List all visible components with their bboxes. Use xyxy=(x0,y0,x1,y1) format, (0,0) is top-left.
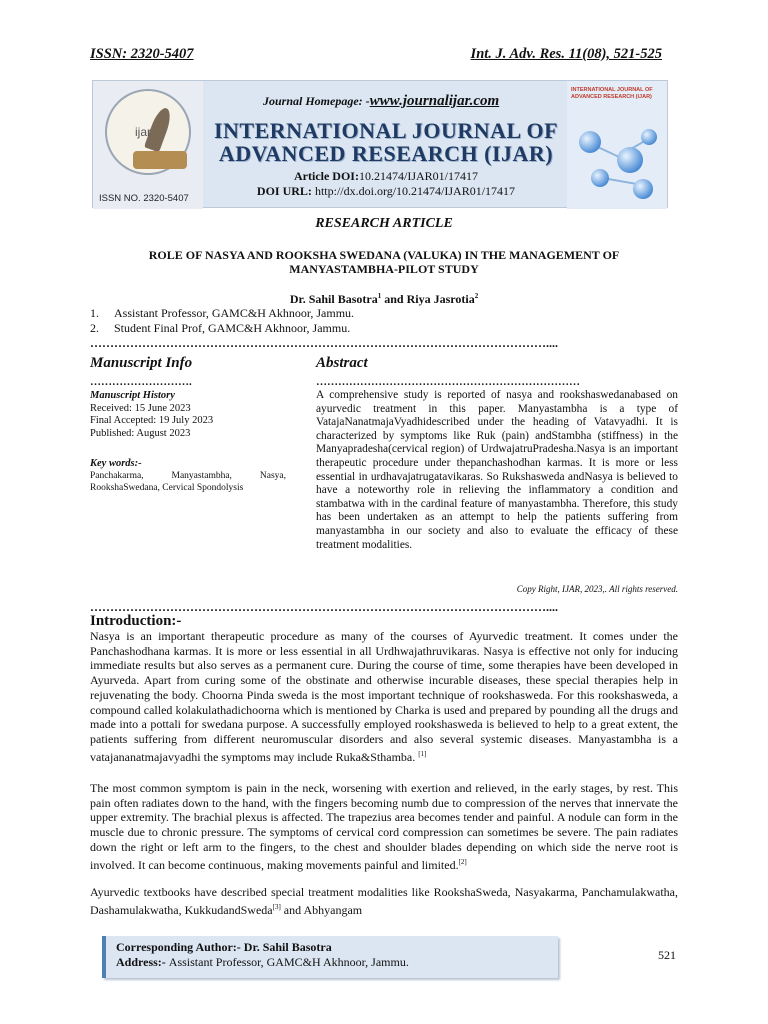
introduction-heading: Introduction:- xyxy=(90,613,182,629)
divider-dots-2: …………………………………………………………………………………………………….... xyxy=(90,600,558,614)
logo-text: ijar xyxy=(135,125,152,139)
affiliation-2: 2. Student Final Prof, GAMC&H Akhnoor, Jammu. xyxy=(90,321,351,335)
keywords-heading: Key words:- xyxy=(90,458,142,469)
intro-paragraph-2: The most common symptom is pain in the neck, worsening with exertion and relieved, in the early stages, by rest. This pain often radiates down to the hand, with the fingers becoming numb due to compression of the nerves that innervate the upper extremity. The brachial plexus is affected. The trapezius area becomes tender and painful. A nodule can form in the muscle due to chronic pressure. The symptoms of cervical cord compression can sometimes be severe. The pain radiates down the right or left arm to the fingers, to the chest and shoulder blades depending on which side the nerve root is involved. It can become continuous, making movements painful and limited.[2] xyxy=(90,781,678,872)
journal-cover-image xyxy=(567,81,667,209)
citation-text: Int. J. Adv. Res. 11(08), 521-525 xyxy=(470,46,662,62)
history-heading: Manuscript History xyxy=(90,390,175,401)
homepage-link[interactable]: www.journalijar.com xyxy=(369,93,500,109)
article-title: ROLE OF NASYA AND ROOKSHA SWEDANA (VALUKA) IN THE MANAGEMENT OF MANYASTAMBHA-PILOT STUDY xyxy=(148,248,620,276)
journal-homepage xyxy=(263,93,499,110)
book-icon xyxy=(133,151,187,169)
journal-banner xyxy=(92,80,668,208)
running-header xyxy=(90,46,662,63)
ijar-logo xyxy=(93,81,203,209)
manuscript-info-heading: Manuscript Info xyxy=(90,355,193,371)
authors: Dr. Sahil Basotra$^1$ and Riya Jasrotia$^2$ xyxy=(289,292,479,306)
abstract-dots: ……………………………………………………………… xyxy=(316,376,580,388)
address-text: Assistant Professor, GAMC&H Akhnoor, Jammu. xyxy=(168,955,409,969)
doi-block xyxy=(223,169,549,199)
logo-emblem xyxy=(105,89,191,175)
article-doi-label: Article DOI: xyxy=(294,169,359,183)
author-1: Dr. Sahil Basotra xyxy=(289,292,378,306)
molecule-icon xyxy=(579,131,601,153)
intro-paragraph-3: Ayurvedic textbooks have described special treatment modalities like RookshaSweda, Nasyakarma, Panchamulakwatha, Dashamulakwatha, KukkudandSweda[3] and Abhyangam xyxy=(90,885,678,917)
article-type: RESEARCH ARTICLE xyxy=(315,216,453,231)
corresponding-label: Corresponding Author:- xyxy=(116,940,244,954)
address-label: Address:- xyxy=(116,955,169,969)
article-doi: 10.21474/IJAR01/17417 xyxy=(358,169,478,183)
ref-1: [1] xyxy=(418,749,427,758)
page-number: 521 xyxy=(658,948,676,962)
keywords: Panchakarma, Manyastambha, Nasya, RookshaSwedana, Cervical Spondolysis xyxy=(90,471,286,493)
ref-3: [3] xyxy=(272,902,281,911)
manuscript-history xyxy=(90,390,290,440)
manuscript-dots: ………………………. xyxy=(90,376,192,388)
corresponding-name: Dr. Sahil Basotra xyxy=(243,940,332,954)
abstract-heading: Abstract xyxy=(316,355,368,371)
affiliation-1: 1. Assistant Professor, GAMC&H Akhnoor, Jammu. xyxy=(90,306,355,320)
intro-paragraph-1: Nasya is an important therapeutic procedure as many of the courses of Ayurvedic treatment. It comes under the Panchashodhana karmas. It is more or less essential in all Urdhwajathruvikaras. Nasya is effective not only for inducing immediate results but also serves as a permanent cure. During the course of time, some therapies have been developed in Ayurveda. Apart from curing some of the obstinate and otherwise incurable diseases, these special therapies help in rejuvenating the body. Choorna Pinda sweda is the most important technique of rookshasweda. For this rookshasweda, a compound called kolakulathadichoorna which is mentioned by Charka is used and prepared by pounding all the drugs and made into a pottali for swedana purpose. A successfully employed rookshasweda is believed to help to a great extent, the patients suffering from different neuromuscular disorders and also several systemic diseases. Manyastambha is a vatajananatmajavyadhi the symptoms may include Ruka&Sthamba. [1] xyxy=(90,629,678,764)
accepted-date: Final Accepted: 19 July 2023 xyxy=(90,415,214,426)
published-date: Published: August 2023 xyxy=(90,427,191,439)
copyright-notice: Copy Right, IJAR, 2023,. All rights reserved. xyxy=(516,584,678,594)
doi-url-link[interactable]: http://dx.doi.org/10.21474/IJAR01/17417 xyxy=(311,184,516,198)
author-2: Riya Jasrotia xyxy=(406,292,475,306)
divider-dots: …………………………………………………………………………………………………….... xyxy=(90,336,558,350)
cover-title: INTERNATIONAL JOURNAL OF ADVANCED RESEARCH (IJAR) xyxy=(571,87,653,100)
issn-text: ISSN: 2320-5407 xyxy=(90,46,194,62)
received-date: Received: 15 June 2023 xyxy=(90,402,191,414)
logo-issn: ISSN NO. 2320-5407 xyxy=(99,193,189,204)
homepage-label: Journal Homepage: - xyxy=(263,94,370,108)
abstract-text: A comprehensive study is reported of nasya and rookshaswedanabased on ayurvedic treatment in this paper. Manyastambha is a type of VatajaNanatmajaVyadhidescribed under the heading of Vatavyadhi. It is characterized by symptoms like Ruk (pain) andStambha (stiffness) in the Manyapradesha(cervical region) of UrdwajatruPradesha.Nasya is an important therapeutic procedure under thepanchashodhan karmas. It is more or less essential in urdhavajatrugatavikaras. So Rukshasweda andNasya is believed to have a noteworthy role in relieving the inflammatory a condition and stambatwa with in the cardinal feature of manyastambha. Therefore, this study has been undertaken as an attempt to help the patients suffering from manyastambha in our society and also to evaluate the efficacy of these treatment modalities. xyxy=(316,389,678,551)
journal-title: INTERNATIONAL JOURNAL OF ADVANCED RESEARCH (IJAR) xyxy=(213,118,559,166)
ref-2: [2] xyxy=(458,857,467,866)
doi-url-label: DOI URL: xyxy=(256,184,312,198)
corresponding-author-box xyxy=(102,936,558,978)
